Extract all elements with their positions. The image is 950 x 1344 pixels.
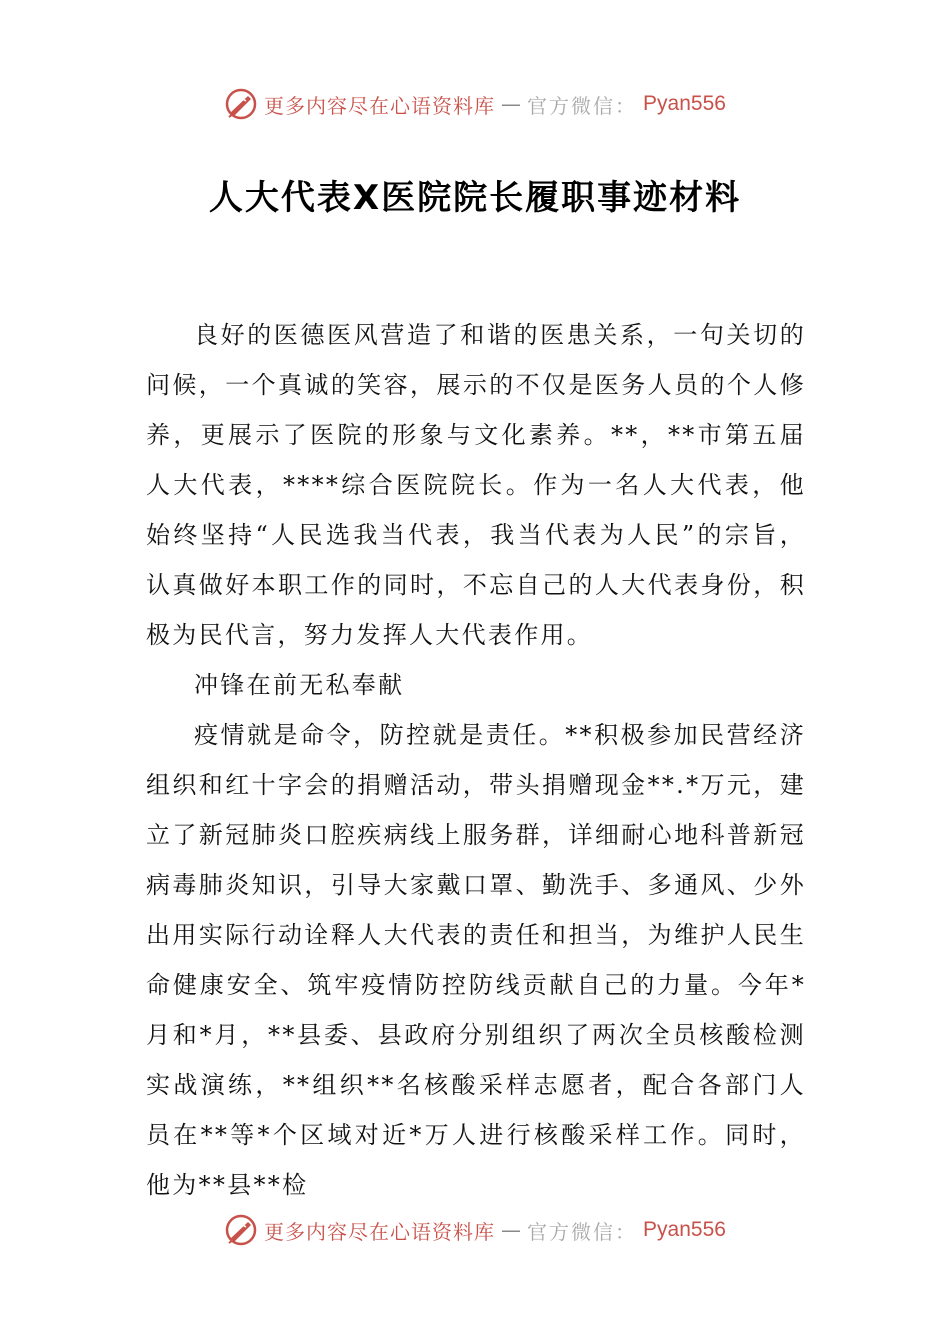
section-heading: 冲锋在前无私奉献 [194, 671, 405, 699]
watermark-contact-id: Pyan556 [643, 1218, 726, 1241]
watermark-text: 更多内容尽在心语资料库 [264, 93, 496, 118]
watermark-contact-label: 官方微信： [527, 93, 638, 118]
watermark-contact-label: 官方微信： [527, 1219, 638, 1244]
watermark-contact-id: Pyan556 [643, 92, 726, 115]
footer-watermark [0, 1210, 950, 1250]
paragraph-epidemic: 疫情就是命令，防控就是责任。**积极参加民营经济组织和红十字会的捐赠活动，带头捐赠现金**.*万元，建立了新冠肺炎口腔疾病线上服务群，详细耐心地科普新冠病毒肺炎知识，引导大家戴口罩、勤洗手、多通风、少外出用实际行动诠释人大代表的责任和担当，为维护人民生命健康安全、筑牢疫情防控防线贡献自己的力量。今年*月和*月，**县委、县政府分别组织了两次全员核酸检测实战演练，**组织**名核酸采样志愿者，配合各部门人员在**等*个区域对近*万人进行核酸采样工作。同时，他为**县**检 [146, 721, 806, 1199]
watermark-dash: — [501, 92, 522, 116]
watermark-text: 更多内容尽在心语资料库 [264, 1219, 496, 1244]
header-watermark [0, 84, 950, 124]
document-title: 人大代表X医院院长履职事迹材料 [208, 178, 742, 218]
paragraph-intro: 良好的医德医风营造了和谐的医患关系，一句关切的问候，一个真诚的笑容，展示的不仅是医务人员的个人修养，更展示了医院的形象与文化素养。**，**市第五届人大代表，****综合医院院长。作为一名人大代表，他始终坚持“人民选我当代表，我当代表为人民”的宗旨，认真做好本职工作的同时，不忘自己的人大代表身份，积极为民代言，努力发挥人大代表作用。 [146, 321, 806, 649]
watermark-dash: — [501, 1218, 522, 1242]
pen-logo-icon [224, 1213, 258, 1247]
pen-logo-icon [224, 87, 258, 121]
document-body [146, 310, 806, 1210]
